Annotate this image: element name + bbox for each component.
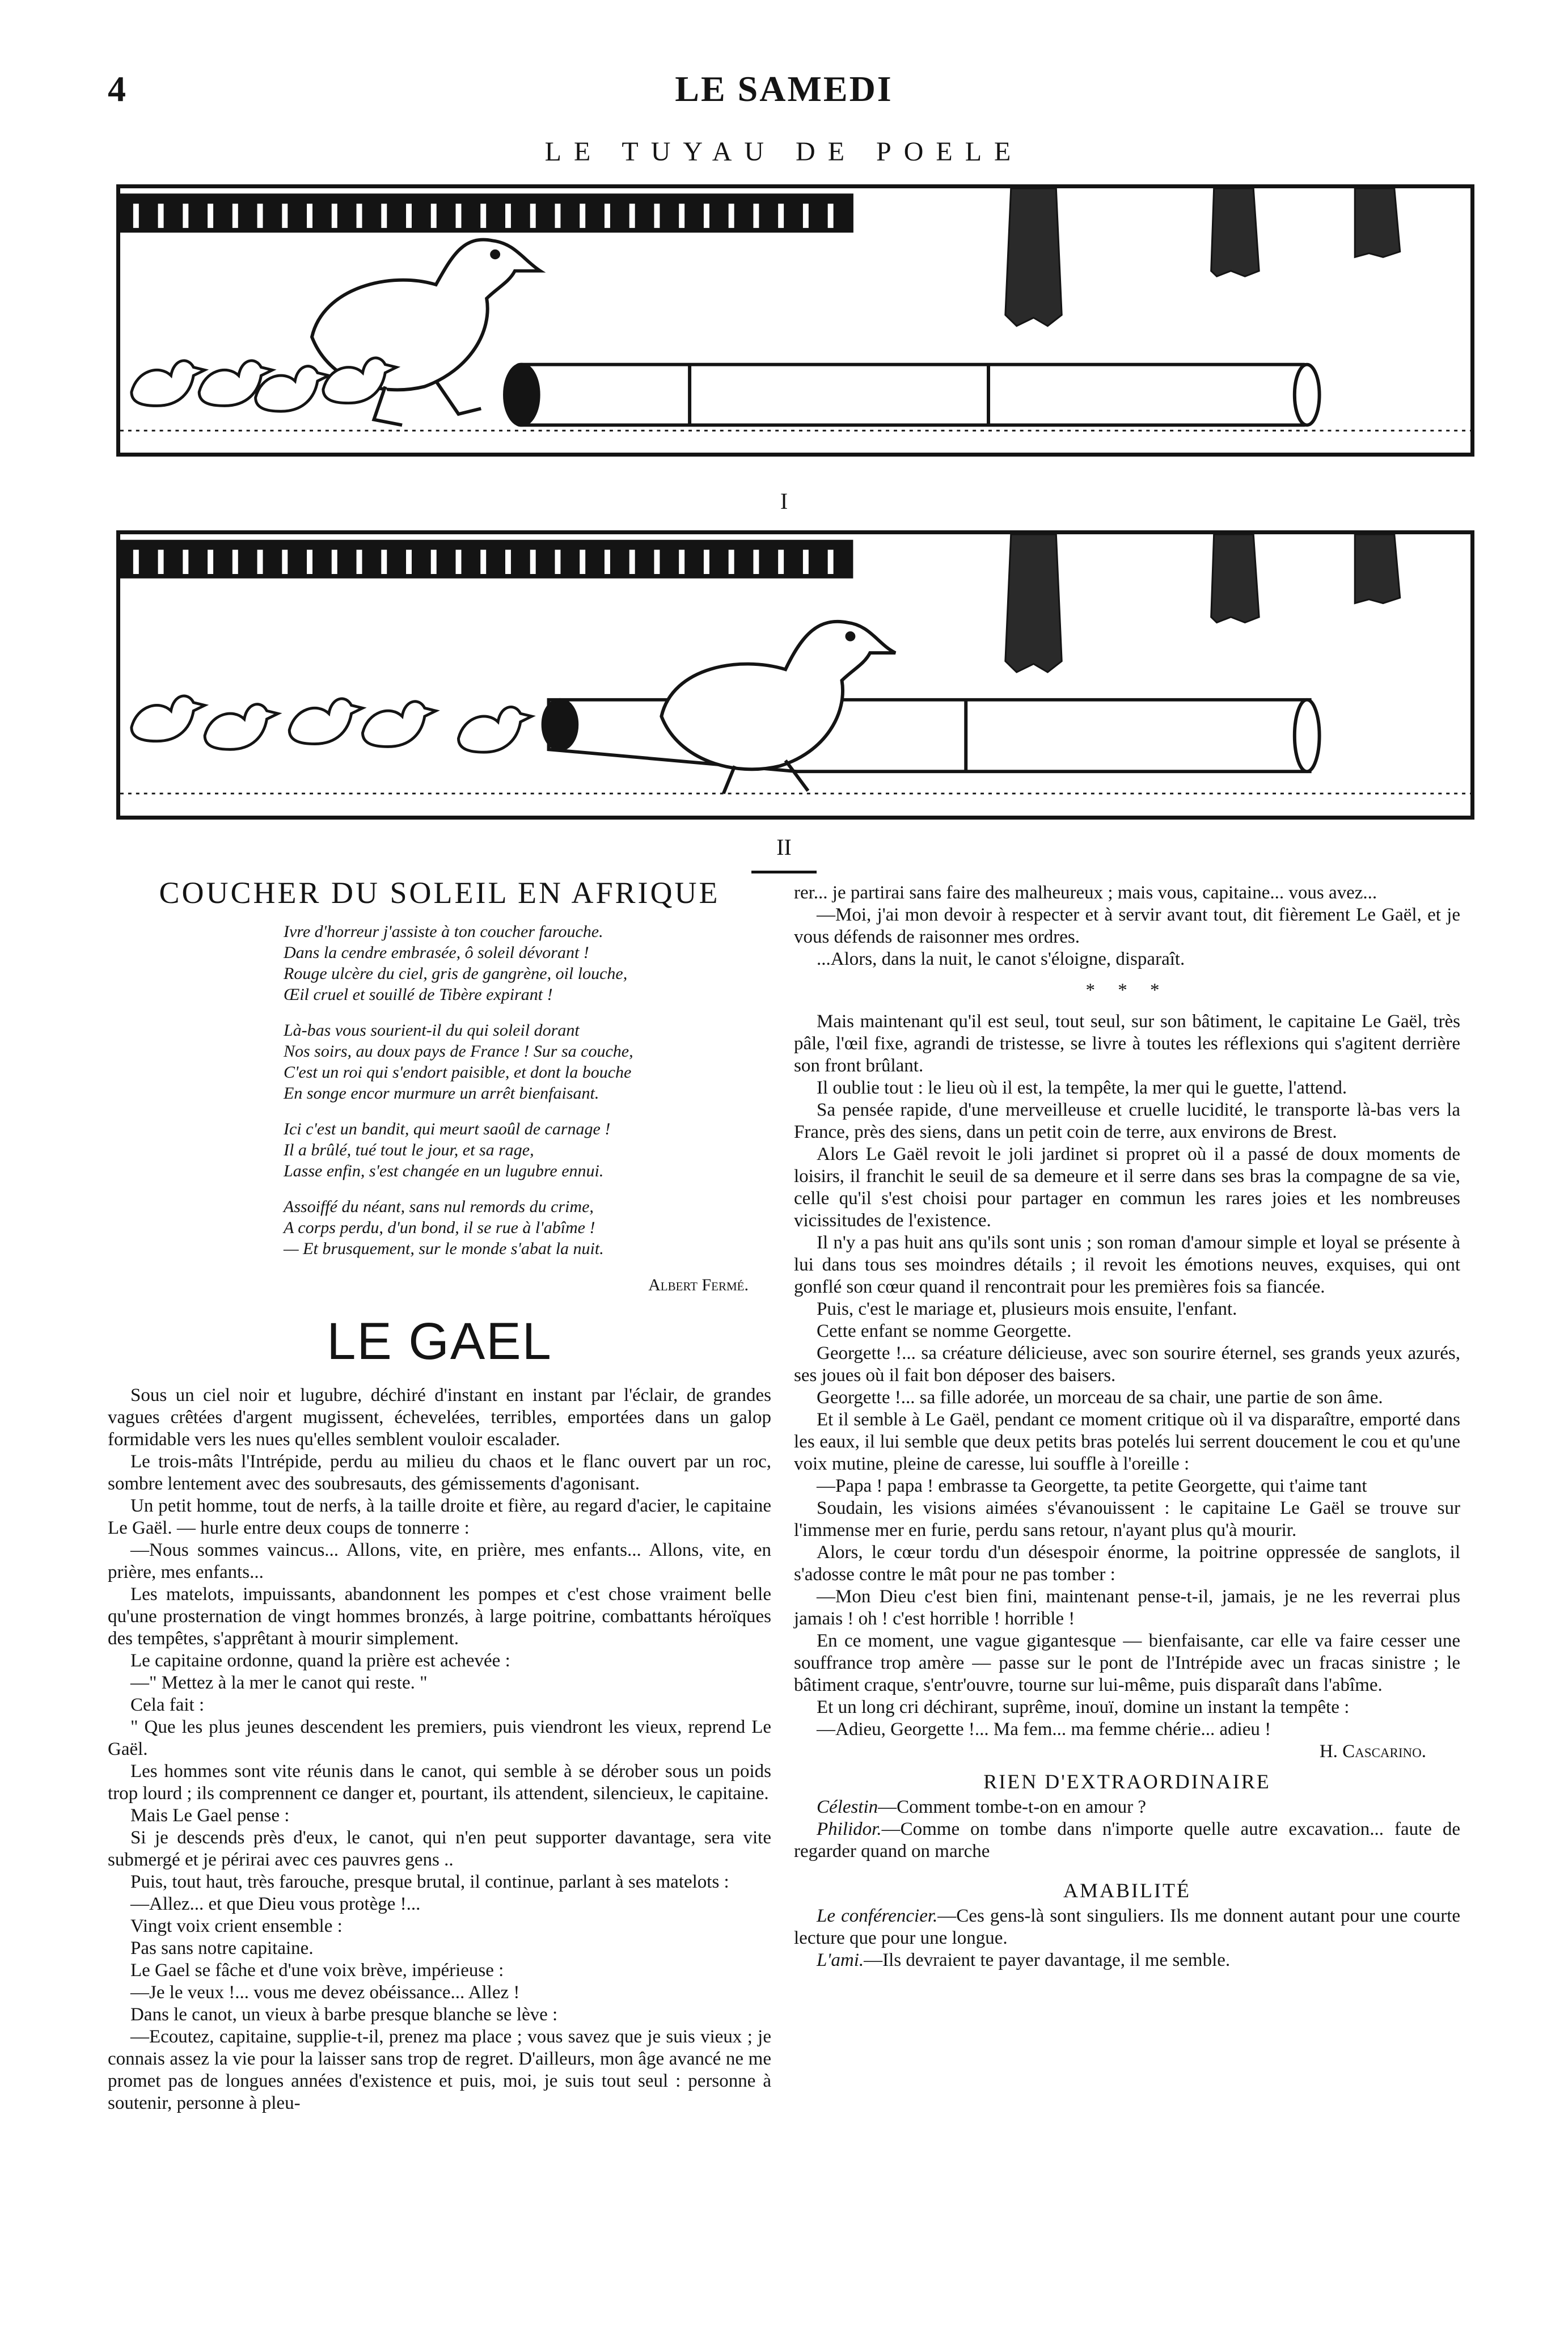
rien-line-2: Philidor.—Comme on tombe dans n'importe quelle autre excavation... faute de regarder quand on marche <box>794 1819 1460 1862</box>
poem-line: Lasse enfin, s'est changée en un lugubre ennui. <box>284 1162 604 1180</box>
poem-stanza <box>284 1118 771 1181</box>
page-number: 4 <box>108 69 126 109</box>
poem-line: — Et brusquement, sur le monde s'abat la nuit. <box>284 1239 604 1258</box>
amabilite-title: AMABILITÉ <box>1063 1879 1191 1902</box>
poem-line: En songe encor murmure un arrêt bienfaisant. <box>284 1084 599 1103</box>
panel-2-caption: II <box>776 834 792 860</box>
journal-title: LE SAMEDI <box>675 69 893 109</box>
paragraph: —Moi, j'ai mon devoir à respecter et à servir avant tout, dit fièrement Le Gaël, et je vous défends de raisonner mes ordres. <box>794 905 1460 947</box>
paragraph: Soudain, les visions aimées s'évanouissent : le capitaine Le Gaël se trouve sur l'immense mer en furie, perdu sans retour, n'ayant plus qu'à mourir. <box>794 1498 1460 1540</box>
paragraph: Puis, tout haut, très farouche, presque brutal, il continue, parlant à ses matelots : <box>130 1872 729 1892</box>
story-body-right-continued <box>794 1011 1460 1741</box>
amabilite-line-2: L'ami.—Ils devraient te payer davantage, il me semble. <box>817 1950 1231 1970</box>
poem-body <box>108 921 771 1259</box>
paragraph: —Allez... et que Dieu vous protège !... <box>130 1894 421 1914</box>
tree-trunks-illustration <box>1005 534 1400 672</box>
poem-line: Là-bas vous sourient-il du qui soleil dorant <box>284 1021 580 1040</box>
paragraph: Pas sans notre capitaine. <box>130 1938 314 1959</box>
paragraph: Vingt voix crient ensemble : <box>130 1916 343 1936</box>
story-body-right <box>794 882 1460 970</box>
paragraph: —Nous sommes vaincus... Allons, vite, en prière, mes enfants... Allons, vite, en prière, mes enfants... <box>108 1540 771 1582</box>
paragraph: —Je le veux !... vous me devez obéissance... Allez ! <box>130 1982 520 2003</box>
right-column <box>794 882 1460 1972</box>
poem-stanza <box>284 1020 771 1104</box>
comic-strip-title: LE TUYAU DE POELE <box>544 137 1024 167</box>
stove-pipe-illustration <box>543 700 1320 771</box>
poem-line: C'est un roi qui s'endort paisible, et dont la bouche <box>284 1063 632 1082</box>
poem-stanza <box>284 921 771 1005</box>
section-break: * * * <box>1085 980 1169 1001</box>
left-column <box>108 876 771 2114</box>
story-body-left <box>108 1385 771 2114</box>
poem-line: Ivre d'horreur j'assiste à ton coucher farouche. <box>284 922 603 941</box>
paragraph: Les hommes sont vite réunis dans le canot, qui semble à se dérober sous un poids trop lourd ; ils comprennent ce danger et, pourtant, ils attendent, silencieux, le capitaine. <box>108 1761 771 1804</box>
poem-line: A corps perdu, d'un bond, il se rue à l'abîme ! <box>284 1218 595 1237</box>
paragraph: Et un long cri déchirant, suprême, inouï, domine un instant la tempête : <box>817 1697 1350 1717</box>
paragraph: rer... je partirai sans faire des malheureux ; mais vous, capitaine... vous avez... <box>794 883 1377 903</box>
paragraph: Sous un ciel noir et lugubre, déchiré d'instant en instant par l'éclair, de grandes vagues crêtées d'argent mugissent, échevelées, terribles, emportées dans un galop formidable vers les nues qu'elles semblent vouloir escalader. <box>108 1385 771 1450</box>
paragraph: —" Mettez à la mer le canot qui reste. " <box>130 1673 428 1693</box>
panel-1-illustration <box>120 188 1470 453</box>
story-title: LE GAEL <box>327 1312 552 1370</box>
paragraph: " Que les plus jeunes descendent les premiers, puis viendront les vieux, reprend Le Gaël. <box>108 1717 771 1759</box>
tree-trunks-illustration <box>1005 188 1400 326</box>
paragraph: Et il semble à Le Gaël, pendant ce moment critique où il va disparaître, emporté dans les eaux, il lui semble que deux petits bras potelés lui serrent doucement le cou et qu'une voix mutine, pleine de caresse, lui souffle à l'oreille : <box>794 1409 1460 1474</box>
paragraph: Puis, c'est le mariage et, plusieurs mois ensuite, l'enfant. <box>817 1299 1237 1319</box>
poem-stanza <box>284 1196 771 1259</box>
paragraph: —Mon Dieu c'est bien fini, maintenant pense-t-il, jamais, je ne les reverrai plus jamais ! oh ! c'est horrible ! horrible ! <box>794 1586 1460 1629</box>
poem-line: Ici c'est un bandit, qui meurt saoûl de carnage ! <box>284 1120 611 1138</box>
panel-1-caption: I <box>780 488 788 514</box>
paragraph: Le capitaine ordonne, quand la prière est achevée : <box>130 1651 510 1671</box>
poem-line: Il a brûlé, tué tout le jour, et sa rage, <box>284 1141 534 1159</box>
rien-line-1: Célestin—Comment tombe-t-on en amour ? <box>817 1797 1147 1817</box>
poem-line: Assoiffé du néant, sans nul remords du crime, <box>284 1197 594 1216</box>
comic-panel-2 <box>116 530 1474 820</box>
paragraph: Alors Le Gaël revoit le joli jardinet si propret où il a passé de doux moments de loisirs, il franchit le seuil de sa demeure et il serre dans ses bras la compagne de sa vie, celle qu'il s'est choisi pour partager en commun les rares joies et les nombreuses vicissitudes de l'existence. <box>794 1144 1460 1231</box>
poem-line: Dans la cendre embrasée, ô soleil dévorant ! <box>284 943 589 962</box>
paragraph: Alors, le cœur tordu d'un désespoir énorme, la poitrine oppressée de sanglots, il s'adosse contre le mât pour ne pas tomber : <box>794 1542 1460 1585</box>
paragraph: Le Gael se fâche et d'une voix brève, impérieuse : <box>130 1960 504 1981</box>
column-divider <box>751 871 817 873</box>
fence-illustration <box>120 540 853 579</box>
poem-line: Œil cruel et souillé de Tibère expirant ! <box>284 985 553 1004</box>
stove-pipe-illustration <box>505 365 1320 425</box>
paragraph: Cette enfant se nomme Georgette. <box>817 1321 1072 1341</box>
comic-panel-1 <box>116 184 1474 457</box>
paragraph: —Papa ! papa ! embrasse ta Georgette, ta petite Georgette, qui t'aime tant <box>817 1476 1367 1496</box>
panel-2-illustration <box>120 534 1470 816</box>
paragraph: Georgette !... sa créature délicieuse, avec son sourire éternel, ses grands yeux azurés, ses joues où il fait bon déposer des baisers. <box>794 1343 1460 1386</box>
ducklings-illustration <box>132 696 532 752</box>
paragraph: Il n'y a pas huit ans qu'ils sont unis ; son roman d'amour simple et loyal se présente à lui dans tous ses moindres détails ; il revoit les émotions neuves, exquises, qui ont gonflé son cœur quand il rencontrait pour les premières fois sa fiancée. <box>794 1233 1460 1297</box>
fence-illustration <box>120 194 853 233</box>
paragraph: —Adieu, Georgette !... Ma fem... ma femme chérie... adieu ! <box>817 1719 1271 1740</box>
paragraph: ...Alors, dans la nuit, le canot s'éloigne, disparaît. <box>817 949 1185 969</box>
paragraph: Cela fait : <box>130 1695 205 1715</box>
paragraph: —Ecoutez, capitaine, supplie-t-il, prenez ma place ; vous savez que je suis vieux ; je connais assez la vie pour la laisser sans trop de regret. D'ailleurs, mon âge avancé ne me promet pas de longues années d'existence et puis, moi, je suis tout seul : personne à soutenir, personne à pleu- <box>108 2027 771 2113</box>
paragraph: Sa pensée rapide, d'une merveilleuse et cruelle lucidité, le transporte là-bas vers la France, près des siens, dans un petit coin de terre, aux environs de Brest. <box>794 1100 1460 1142</box>
poem-line: Nos soirs, au doux pays de France ! Sur sa couche, <box>284 1042 633 1061</box>
paragraph: Le trois-mâts l'Intrépide, perdu au milieu du chaos et le flanc ouvert par un roc, sombre lentement avec des soubresauts, des gémissements d'agonisant. <box>108 1451 771 1494</box>
story-author: H. Cascarino. <box>1319 1741 1426 1762</box>
poem-line: Rouge ulcère du ciel, gris de gangrène, oil louche, <box>284 964 628 983</box>
poem-author: Albert Fermé. <box>648 1276 749 1294</box>
rien-title: RIEN D'EXTRAORDINAIRE <box>983 1770 1271 1793</box>
paragraph: Mais maintenant qu'il est seul, tout seul, sur son bâtiment, le capitaine Le Gaël, très pâle, l'œil fixe, agrandi de tristesse, se livre à toutes les réflexions qui s'agitent derrière son front brûlant. <box>794 1011 1460 1076</box>
amabilite-line-1: Le conférencier.—Ces gens-là sont singuliers. Ils me donnent autant pour une courte lecture que pour une longue. <box>794 1906 1461 1948</box>
paragraph: En ce moment, une vague gigantesque — bienfaisante, car elle va faire cesser une souffrance trop amère — passe sur le pont de l'Intrépide avec un fracas sinistre ; le bâtiment craque, s'entr'ouvre, tourne sur lui-même, puis disparaît dans l'abîme. <box>794 1631 1460 1695</box>
paragraph: Mais Le Gael pense : <box>130 1805 290 1826</box>
poem-title: COUCHER DU SOLEIL EN AFRIQUE <box>159 876 720 910</box>
paragraph: Les matelots, impuissants, abandonnent les pompes et c'est chose vraiment belle qu'une prosternation de vingt hommes bronzés, à large poitrine, combattants héroïques des tempêtes, s'apprêtant à mourir simplement. <box>108 1584 771 1649</box>
paragraph: Georgette !... sa fille adorée, un morceau de sa chair, une partie de son âme. <box>817 1387 1383 1408</box>
paragraph: Dans le canot, un vieux à barbe presque blanche se lève : <box>130 2004 558 2025</box>
paragraph: Il oublie tout : le lieu où il est, la tempête, la mer qui le guette, l'attend. <box>817 1078 1347 1098</box>
paragraph: Un petit homme, tout de nerfs, à la taille droite et fière, au regard d'acier, le capitaine Le Gaël. — hurle entre deux coups de tonnerre : <box>108 1496 771 1538</box>
paragraph: Si je descends près d'eux, le canot, qui n'en peut supporter davantage, sera vite submergé et je périrai avec ces pauvres gens .. <box>108 1827 771 1870</box>
